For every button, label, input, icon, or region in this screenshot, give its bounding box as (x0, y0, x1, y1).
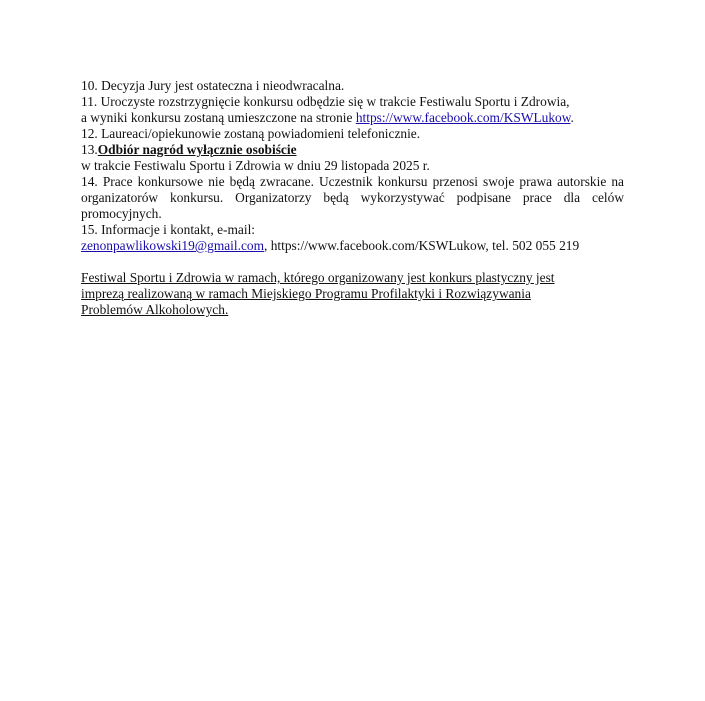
item-11-period: . (570, 110, 574, 125)
item-15-line2 (81, 238, 624, 254)
item-10: 10. Decyzja Jury jest ostateczna i nieodwracalna. (81, 78, 345, 93)
item-13-line2: w trakcie Festiwalu Sportu i Zdrowia w dniu 29 listopada 2025 r. (81, 158, 430, 173)
item-12: 12. Laureaci/opiekunowie zostaną powiadomieni telefonicznie. (81, 126, 421, 141)
program-note (81, 270, 601, 318)
facebook-link[interactable]: https://www.facebook.com/KSWLukow (355, 110, 571, 125)
item-13-line1 (81, 142, 624, 158)
note-line-2: imprezą realizowaną w ramach Miejskiego Programu Profilaktyki i Rozwiązywania (81, 286, 531, 301)
item-11-line1: 11. Uroczyste rozstrzygnięcie konkursu odbędzie się w trakcie Festiwalu Sportu i Zdrowia, (81, 94, 570, 109)
email-link[interactable]: zenonpawlikowski19@gmail.com (81, 238, 265, 253)
document-body (81, 78, 624, 318)
item-15-contact: , https://www.facebook.com/KSWLukow, tel. 502 055 219 (264, 238, 580, 253)
item-13-heading: Odbiór nagród wyłącznie osobiście (97, 142, 297, 157)
item-15-line1: 15. Informacje i kontakt, e-mail: (81, 222, 256, 237)
item-11-text: a wyniki konkursu zostaną umieszczone na stronie (81, 110, 356, 125)
item-13-number: 13. (81, 142, 98, 157)
item-14: 14. Prace konkursowe nie będą zwracane. Uczestnik konkursu przenosi swoje prawa autorskie na organizatorów konkursu. Organizatorzy będą wykorzystywać podpisane prace dla celów promocyjnych. (81, 174, 624, 221)
item-11-line2 (81, 110, 624, 126)
note-line-1: Festiwal Sportu i Zdrowia w ramach, którego organizowany jest konkurs plastyczny jest (81, 270, 555, 285)
note-line-3: Problemów Alkoholowych. (81, 302, 229, 317)
